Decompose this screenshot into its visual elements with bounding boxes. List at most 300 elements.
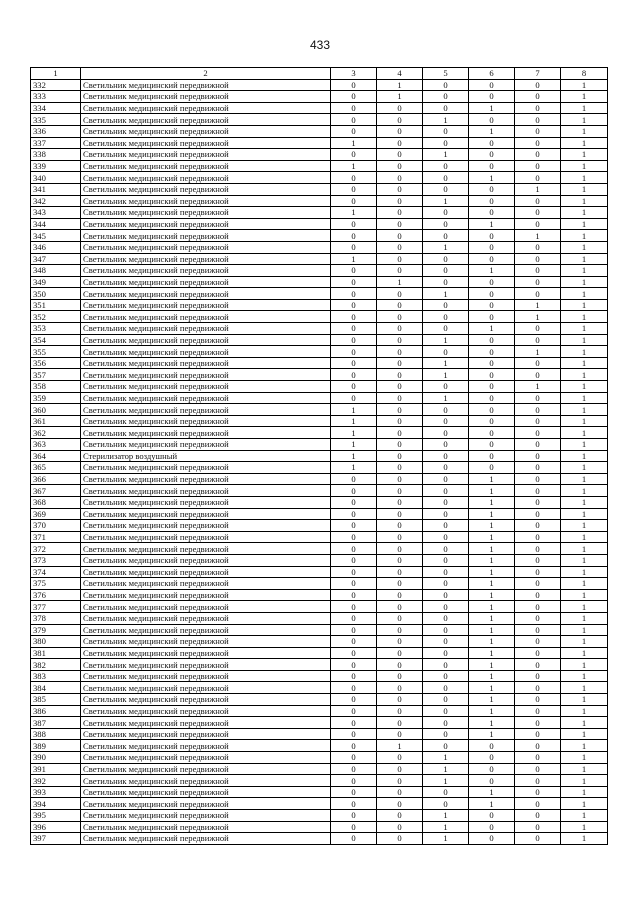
value-cell-col8: 1	[561, 265, 608, 277]
row-number-cell: 359	[31, 392, 81, 404]
item-name-cell: Светильник медицинский передвижной	[81, 589, 331, 601]
value-cell-col8: 1	[561, 543, 608, 555]
value-cell-col7: 0	[515, 207, 561, 219]
row-number-cell: 352	[31, 311, 81, 323]
table-row	[31, 357, 608, 369]
item-name-cell: Светильник медицинский передвижной	[81, 183, 331, 195]
value-cell-col3: 0	[331, 554, 377, 566]
table-row	[31, 543, 608, 555]
table-row	[31, 299, 608, 311]
value-cell-col8: 1	[561, 125, 608, 137]
value-cell-col8: 1	[561, 288, 608, 300]
value-cell-col7: 0	[515, 334, 561, 346]
row-number-cell: 351	[31, 299, 81, 311]
value-cell-col7: 0	[515, 357, 561, 369]
item-name-cell: Светильник медицинский передвижной	[81, 125, 331, 137]
value-cell-col6: 0	[469, 137, 515, 149]
value-cell-col8: 1	[561, 253, 608, 265]
row-number-cell: 336	[31, 125, 81, 137]
value-cell-col5: 1	[423, 763, 469, 775]
item-name-cell: Светильник медицинский передвижной	[81, 578, 331, 590]
value-cell-col4: 0	[377, 647, 423, 659]
value-cell-col8: 1	[561, 427, 608, 439]
value-cell-col7: 0	[515, 531, 561, 543]
value-cell-col6: 0	[469, 195, 515, 207]
row-number-cell: 374	[31, 566, 81, 578]
value-cell-col3: 0	[331, 485, 377, 497]
row-number-cell: 364	[31, 450, 81, 462]
value-cell-col5: 1	[423, 810, 469, 822]
value-cell-col6: 0	[469, 392, 515, 404]
value-cell-col3: 0	[331, 810, 377, 822]
table-row	[31, 137, 608, 149]
table-row	[31, 404, 608, 416]
value-cell-col8: 1	[561, 102, 608, 114]
value-cell-col4: 0	[377, 357, 423, 369]
value-cell-col7: 0	[515, 149, 561, 161]
value-cell-col6: 0	[469, 740, 515, 752]
value-cell-col5: 0	[423, 624, 469, 636]
value-cell-col7: 0	[515, 195, 561, 207]
value-cell-col3: 0	[331, 346, 377, 358]
table-row	[31, 323, 608, 335]
value-cell-col5: 0	[423, 485, 469, 497]
value-cell-col7: 0	[515, 102, 561, 114]
table-row	[31, 589, 608, 601]
value-cell-col8: 1	[561, 91, 608, 103]
row-number-cell: 385	[31, 694, 81, 706]
value-cell-col7: 0	[515, 160, 561, 172]
value-cell-col3: 0	[331, 230, 377, 242]
value-cell-col3: 0	[331, 276, 377, 288]
value-cell-col4: 0	[377, 520, 423, 532]
value-cell-col5: 0	[423, 276, 469, 288]
value-cell-col8: 1	[561, 833, 608, 845]
value-cell-col5: 0	[423, 612, 469, 624]
value-cell-col4: 1	[377, 740, 423, 752]
table-row	[31, 91, 608, 103]
table-row	[31, 207, 608, 219]
value-cell-col3: 0	[331, 125, 377, 137]
value-cell-col6: 0	[469, 299, 515, 311]
value-cell-col3: 0	[331, 647, 377, 659]
value-cell-col7: 0	[515, 728, 561, 740]
value-cell-col4: 0	[377, 578, 423, 590]
value-cell-col8: 1	[561, 775, 608, 787]
value-cell-col5: 0	[423, 299, 469, 311]
value-cell-col8: 1	[561, 682, 608, 694]
row-number-cell: 372	[31, 543, 81, 555]
item-name-cell: Светильник медицинский передвижной	[81, 253, 331, 265]
value-cell-col8: 1	[561, 786, 608, 798]
table-body	[31, 79, 608, 844]
value-cell-col7: 0	[515, 670, 561, 682]
value-cell-col4: 0	[377, 334, 423, 346]
value-cell-col3: 0	[331, 531, 377, 543]
value-cell-col5: 0	[423, 496, 469, 508]
table-row	[31, 172, 608, 184]
value-cell-col7: 0	[515, 775, 561, 787]
value-cell-col6: 0	[469, 357, 515, 369]
item-name-cell: Светильник медицинский передвижной	[81, 694, 331, 706]
value-cell-col3: 1	[331, 160, 377, 172]
value-cell-col3: 0	[331, 102, 377, 114]
row-number-cell: 355	[31, 346, 81, 358]
table-row	[31, 311, 608, 323]
value-cell-col5: 1	[423, 392, 469, 404]
value-cell-col7: 0	[515, 682, 561, 694]
row-number-cell: 375	[31, 578, 81, 590]
item-name-cell: Светильник медицинский передвижной	[81, 659, 331, 671]
value-cell-col8: 1	[561, 439, 608, 451]
value-cell-col3: 0	[331, 334, 377, 346]
row-number-cell: 357	[31, 369, 81, 381]
value-cell-col3: 0	[331, 265, 377, 277]
table-row	[31, 79, 608, 91]
value-cell-col6: 0	[469, 91, 515, 103]
value-cell-col5: 0	[423, 207, 469, 219]
item-name-cell: Светильник медицинский передвижной	[81, 102, 331, 114]
value-cell-col5: 0	[423, 589, 469, 601]
row-number-cell: 337	[31, 137, 81, 149]
item-name-cell: Светильник медицинский передвижной	[81, 149, 331, 161]
value-cell-col3: 0	[331, 798, 377, 810]
value-cell-col8: 1	[561, 763, 608, 775]
row-number-cell: 339	[31, 160, 81, 172]
value-cell-col7: 0	[515, 543, 561, 555]
value-cell-col3: 0	[331, 833, 377, 845]
value-cell-col8: 1	[561, 740, 608, 752]
value-cell-col4: 0	[377, 612, 423, 624]
value-cell-col8: 1	[561, 241, 608, 253]
row-number-cell: 391	[31, 763, 81, 775]
row-number-cell: 360	[31, 404, 81, 416]
value-cell-col7: 0	[515, 496, 561, 508]
table-row	[31, 728, 608, 740]
row-number-cell: 361	[31, 415, 81, 427]
row-number-cell: 338	[31, 149, 81, 161]
value-cell-col8: 1	[561, 207, 608, 219]
value-cell-col8: 1	[561, 230, 608, 242]
row-number-cell: 365	[31, 462, 81, 474]
item-name-cell: Светильник медицинский передвижной	[81, 218, 331, 230]
value-cell-col3: 0	[331, 91, 377, 103]
value-cell-col5: 0	[423, 183, 469, 195]
table-row	[31, 369, 608, 381]
value-cell-col5: 0	[423, 415, 469, 427]
item-name-cell: Светильник медицинский передвижной	[81, 810, 331, 822]
value-cell-col3: 1	[331, 439, 377, 451]
value-cell-col3: 0	[331, 520, 377, 532]
value-cell-col5: 0	[423, 462, 469, 474]
value-cell-col4: 0	[377, 311, 423, 323]
value-cell-col6: 1	[469, 589, 515, 601]
item-name-cell: Светильник медицинский передвижной	[81, 728, 331, 740]
value-cell-col4: 0	[377, 833, 423, 845]
row-number-cell: 392	[31, 775, 81, 787]
item-name-cell: Светильник медицинский передвижной	[81, 381, 331, 393]
value-cell-col4: 0	[377, 786, 423, 798]
value-cell-col5: 1	[423, 334, 469, 346]
value-cell-col4: 0	[377, 230, 423, 242]
item-name-cell: Светильник медицинский передвижной	[81, 404, 331, 416]
value-cell-col6: 0	[469, 450, 515, 462]
row-number-cell: 353	[31, 323, 81, 335]
value-cell-col6: 1	[469, 647, 515, 659]
value-cell-col6: 1	[469, 172, 515, 184]
item-name-cell: Светильник медицинский передвижной	[81, 508, 331, 520]
value-cell-col6: 1	[469, 601, 515, 613]
value-cell-col3: 0	[331, 682, 377, 694]
value-cell-col4: 0	[377, 415, 423, 427]
row-number-cell: 394	[31, 798, 81, 810]
value-cell-col5: 0	[423, 439, 469, 451]
item-name-cell: Светильник медицинский передвижной	[81, 520, 331, 532]
item-name-cell: Светильник медицинский передвижной	[81, 740, 331, 752]
table-row	[31, 392, 608, 404]
item-name-cell: Светильник медицинский передвижной	[81, 636, 331, 648]
table-row	[31, 125, 608, 137]
value-cell-col7: 0	[515, 740, 561, 752]
value-cell-col7: 0	[515, 218, 561, 230]
value-cell-col5: 0	[423, 450, 469, 462]
value-cell-col8: 1	[561, 531, 608, 543]
value-cell-col4: 0	[377, 265, 423, 277]
value-cell-col3: 0	[331, 694, 377, 706]
table-row	[31, 554, 608, 566]
table-row	[31, 682, 608, 694]
table-row	[31, 659, 608, 671]
value-cell-col6: 0	[469, 427, 515, 439]
value-cell-col3: 0	[331, 149, 377, 161]
value-cell-col4: 0	[377, 485, 423, 497]
table-row	[31, 496, 608, 508]
value-cell-col4: 0	[377, 137, 423, 149]
row-number-cell: 395	[31, 810, 81, 822]
table-row	[31, 752, 608, 764]
value-cell-col4: 0	[377, 670, 423, 682]
value-cell-col4: 0	[377, 253, 423, 265]
table-row	[31, 694, 608, 706]
value-cell-col7: 0	[515, 508, 561, 520]
value-cell-col7: 0	[515, 636, 561, 648]
value-cell-col4: 0	[377, 392, 423, 404]
value-cell-col6: 1	[469, 728, 515, 740]
row-number-cell: 366	[31, 473, 81, 485]
value-cell-col6: 0	[469, 241, 515, 253]
value-cell-col7: 0	[515, 323, 561, 335]
row-number-cell: 378	[31, 612, 81, 624]
row-number-cell: 348	[31, 265, 81, 277]
column-header-6: 6	[469, 68, 515, 80]
value-cell-col7: 0	[515, 694, 561, 706]
value-cell-col5: 1	[423, 357, 469, 369]
value-cell-col4: 0	[377, 496, 423, 508]
value-cell-col7: 0	[515, 554, 561, 566]
item-name-cell: Светильник медицинский передвижной	[81, 462, 331, 474]
value-cell-col3: 0	[331, 775, 377, 787]
item-name-cell: Светильник медицинский передвижной	[81, 717, 331, 729]
value-cell-col7: 0	[515, 763, 561, 775]
value-cell-col6: 1	[469, 705, 515, 717]
value-cell-col8: 1	[561, 589, 608, 601]
value-cell-col5: 0	[423, 125, 469, 137]
value-cell-col8: 1	[561, 195, 608, 207]
table-row	[31, 740, 608, 752]
item-name-cell: Светильник медицинский передвижной	[81, 334, 331, 346]
value-cell-col7: 0	[515, 566, 561, 578]
value-cell-col7: 0	[515, 415, 561, 427]
value-cell-col3: 0	[331, 821, 377, 833]
value-cell-col6: 1	[469, 717, 515, 729]
value-cell-col5: 0	[423, 346, 469, 358]
value-cell-col3: 0	[331, 79, 377, 91]
value-cell-col5: 0	[423, 102, 469, 114]
value-cell-col4: 0	[377, 125, 423, 137]
value-cell-col6: 0	[469, 230, 515, 242]
value-cell-col4: 0	[377, 462, 423, 474]
value-cell-col8: 1	[561, 508, 608, 520]
item-name-cell: Светильник медицинский передвижной	[81, 311, 331, 323]
value-cell-col7: 1	[515, 346, 561, 358]
value-cell-col8: 1	[561, 299, 608, 311]
value-cell-col7: 0	[515, 392, 561, 404]
value-cell-col6: 0	[469, 369, 515, 381]
value-cell-col4: 1	[377, 91, 423, 103]
row-number-cell: 379	[31, 624, 81, 636]
value-cell-col7: 0	[515, 485, 561, 497]
row-number-cell: 342	[31, 195, 81, 207]
page-number: 433	[309, 38, 331, 52]
row-number-cell: 344	[31, 218, 81, 230]
item-name-cell: Светильник медицинский передвижной	[81, 357, 331, 369]
value-cell-col8: 1	[561, 381, 608, 393]
value-cell-col4: 0	[377, 566, 423, 578]
value-cell-col7: 1	[515, 299, 561, 311]
item-name-cell: Светильник медицинский передвижной	[81, 207, 331, 219]
value-cell-col3: 0	[331, 566, 377, 578]
value-cell-col6: 1	[469, 554, 515, 566]
table-row	[31, 520, 608, 532]
value-cell-col6: 1	[469, 265, 515, 277]
value-cell-col6: 0	[469, 79, 515, 91]
value-cell-col8: 1	[561, 659, 608, 671]
row-number-cell: 370	[31, 520, 81, 532]
value-cell-col3: 1	[331, 207, 377, 219]
table-row	[31, 195, 608, 207]
item-name-cell: Светильник медицинский передвижной	[81, 601, 331, 613]
value-cell-col4: 0	[377, 439, 423, 451]
row-number-cell: 347	[31, 253, 81, 265]
value-cell-col3: 0	[331, 670, 377, 682]
item-name-cell: Светильник медицинский передвижной	[81, 346, 331, 358]
value-cell-col8: 1	[561, 473, 608, 485]
value-cell-col4: 0	[377, 183, 423, 195]
value-cell-col6: 0	[469, 160, 515, 172]
value-cell-col6: 1	[469, 508, 515, 520]
item-name-cell: Светильник медицинский передвижной	[81, 682, 331, 694]
value-cell-col8: 1	[561, 728, 608, 740]
value-cell-col8: 1	[561, 276, 608, 288]
value-cell-col6: 0	[469, 775, 515, 787]
value-cell-col7: 0	[515, 137, 561, 149]
value-cell-col3: 0	[331, 381, 377, 393]
value-cell-col5: 1	[423, 288, 469, 300]
row-number-cell: 343	[31, 207, 81, 219]
table-row	[31, 288, 608, 300]
value-cell-col7: 0	[515, 752, 561, 764]
value-cell-col3: 1	[331, 415, 377, 427]
value-cell-col8: 1	[561, 670, 608, 682]
item-name-cell: Светильник медицинский передвижной	[81, 265, 331, 277]
value-cell-col7: 0	[515, 624, 561, 636]
equipment-table	[30, 67, 608, 845]
value-cell-col3: 0	[331, 323, 377, 335]
value-cell-col4: 0	[377, 172, 423, 184]
table-row	[31, 775, 608, 787]
value-cell-col5: 1	[423, 775, 469, 787]
value-cell-col6: 1	[469, 578, 515, 590]
row-number-cell: 397	[31, 833, 81, 845]
table-row	[31, 241, 608, 253]
value-cell-col5: 0	[423, 508, 469, 520]
value-cell-col5: 0	[423, 218, 469, 230]
value-cell-col3: 1	[331, 253, 377, 265]
table-row	[31, 439, 608, 451]
value-cell-col5: 0	[423, 79, 469, 91]
value-cell-col6: 0	[469, 253, 515, 265]
value-cell-col4: 0	[377, 705, 423, 717]
row-number-cell: 389	[31, 740, 81, 752]
value-cell-col8: 1	[561, 183, 608, 195]
value-cell-col5: 0	[423, 670, 469, 682]
table-row	[31, 566, 608, 578]
value-cell-col6: 1	[469, 496, 515, 508]
value-cell-col4: 0	[377, 531, 423, 543]
table-row	[31, 508, 608, 520]
value-cell-col3: 0	[331, 172, 377, 184]
row-number-cell: 333	[31, 91, 81, 103]
value-cell-col6: 0	[469, 404, 515, 416]
value-cell-col4: 0	[377, 299, 423, 311]
row-number-cell: 393	[31, 786, 81, 798]
value-cell-col6: 0	[469, 207, 515, 219]
value-cell-col7: 0	[515, 253, 561, 265]
value-cell-col6: 1	[469, 682, 515, 694]
item-name-cell: Светильник медицинский передвижной	[81, 415, 331, 427]
value-cell-col8: 1	[561, 798, 608, 810]
item-name-cell: Светильник медицинский передвижной	[81, 775, 331, 787]
value-cell-col3: 0	[331, 601, 377, 613]
value-cell-col3: 0	[331, 728, 377, 740]
item-name-cell: Светильник медицинский передвижной	[81, 172, 331, 184]
value-cell-col6: 0	[469, 439, 515, 451]
value-cell-col5: 0	[423, 520, 469, 532]
value-cell-col8: 1	[561, 369, 608, 381]
row-number-cell: 368	[31, 496, 81, 508]
value-cell-col3: 1	[331, 450, 377, 462]
column-header-4: 4	[377, 68, 423, 80]
value-cell-col6: 1	[469, 520, 515, 532]
value-cell-col5: 0	[423, 647, 469, 659]
value-cell-col8: 1	[561, 612, 608, 624]
value-cell-col8: 1	[561, 554, 608, 566]
item-name-cell: Светильник медицинский передвижной	[81, 276, 331, 288]
value-cell-col7: 0	[515, 91, 561, 103]
item-name-cell: Светильник медицинский передвижной	[81, 323, 331, 335]
value-cell-col5: 0	[423, 566, 469, 578]
table-row	[31, 102, 608, 114]
